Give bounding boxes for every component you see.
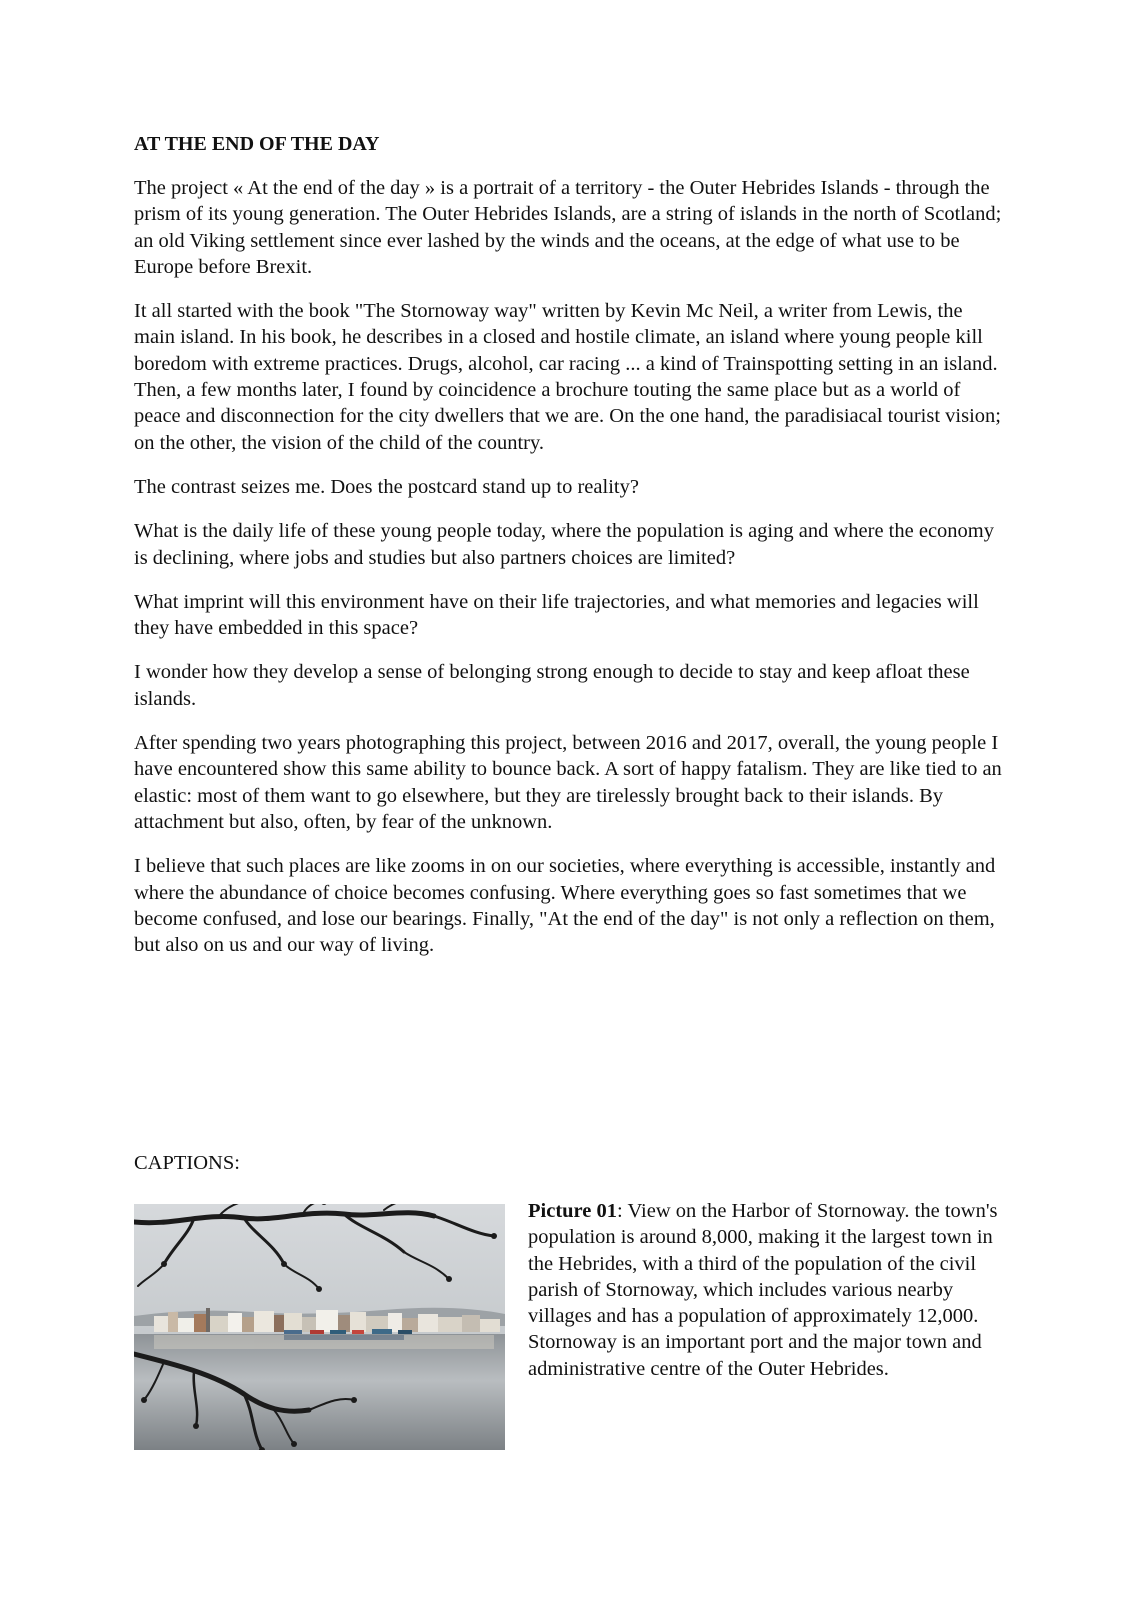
captions-label: CAPTIONS: bbox=[134, 1152, 240, 1174]
paragraph-5: What imprint will this environment have on their life trajectories, and what memories and legacies will they have embedded in this space? bbox=[134, 590, 979, 640]
paragraph-7: After spending two years photographing this project, between 2016 and 2017, overall, the young people I have encountered show this same ability to bounce back. A sort of happy fatalism. They are like tied to an elastic: most of them want to go elsewhere, but they are tirelessly brought back to their islands. By attachment but also, often, by fear of the unknown. bbox=[134, 732, 1002, 833]
paragraph-1: The project « At the end of the day » is a portrait of a territory - the Outer Hebrides Islands - through the prism of its young generation. The Outer Hebrides Islands, are a string of islands in the north of Scotland; an old Viking settlement since ever lashed by the winds and the oceans, at the edge of what use to be Europe before Brexit. bbox=[134, 177, 1002, 278]
paragraph-3: The contrast seizes me. Does the postcard stand up to reality? bbox=[134, 475, 639, 498]
caption-picture-label: Picture 01 bbox=[528, 1200, 617, 1222]
caption-picture-text: : View on the Harbor of Stornoway. the town's population is around 8,000, making it the largest town in the Hebrides, with a third of the population of the civil parish of Stornoway, which includes various nearby villages and has a population of approximately 12,000. Stornoway is an important port and the major town and administrative centre of the Outer Hebrides. bbox=[528, 1200, 998, 1380]
paragraph-2: It all started with the book "The Stornoway way" written by Kevin Mc Neil, a writer from Lewis, the main island. In his book, he describes in a closed and hostile climate, an island where young people kill boredom with extreme practices. Drugs, alcohol, car racing ... a kind of Trainspotting setting in an island. Then, a few months later, I found by coincidence a brochure touting the same place but as a world of peace and disconnection for the city dwellers that we are. On the one hand, the paradisiacal tourist vision; on the other, the vision of the child of the country. bbox=[134, 300, 1001, 454]
document-title: AT THE END OF THE DAY bbox=[134, 133, 380, 155]
caption-picture-01 bbox=[528, 1198, 1008, 1382]
paragraph-4: What is the daily life of these young people today, where the population is aging and where the economy is declining, where jobs and studies but also partners choices are limited? bbox=[134, 520, 994, 569]
document-body bbox=[134, 131, 1004, 976]
paragraph-6: I wonder how they develop a sense of belonging strong enough to decide to stay and keep afloat these islands. bbox=[134, 661, 970, 710]
harbor-photo bbox=[134, 1204, 505, 1450]
paragraph-8: I believe that such places are like zooms in on our societies, where everything is accessible, instantly and where the abundance of choice becomes confusing. Where everything goes so fast sometimes that we become confused, and lose our bearings. Finally, "At the end of the day" is not only a reflection on them, but also on us and our way of living. bbox=[134, 855, 996, 957]
